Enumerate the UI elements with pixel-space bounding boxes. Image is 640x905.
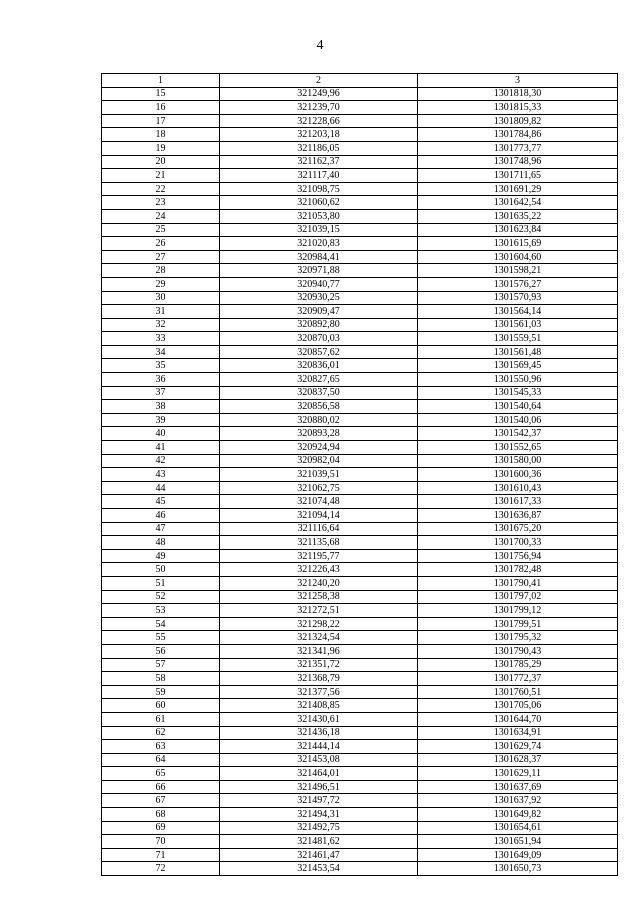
x-coordinate-cell: 320909,47: [220, 305, 418, 319]
point-number-cell: 51: [102, 576, 220, 590]
y-coordinate-cell: 1301785,29: [418, 658, 618, 672]
point-number-cell: 33: [102, 332, 220, 346]
table-row: [102, 481, 618, 495]
x-coordinate-cell: 321368,79: [220, 672, 418, 686]
y-coordinate-cell: 1301564,14: [418, 305, 618, 319]
x-coordinate-cell: 321162,37: [220, 155, 418, 169]
point-number-cell: 37: [102, 386, 220, 400]
point-number-cell: 55: [102, 631, 220, 645]
x-coordinate-cell: 321060,62: [220, 196, 418, 210]
point-number-cell: 36: [102, 373, 220, 387]
x-coordinate-cell: 321492,75: [220, 821, 418, 835]
x-coordinate-cell: 320837,50: [220, 386, 418, 400]
point-number-cell: 34: [102, 345, 220, 359]
y-coordinate-cell: 1301691,29: [418, 182, 618, 196]
x-coordinate-cell: 321461,47: [220, 848, 418, 862]
y-coordinate-cell: 1301675,20: [418, 522, 618, 536]
x-coordinate-cell: 320982,04: [220, 454, 418, 468]
x-coordinate-cell: 321117,40: [220, 169, 418, 183]
table-row: [102, 182, 618, 196]
y-coordinate-cell: 1301628,37: [418, 753, 618, 767]
x-coordinate-cell: 321464,01: [220, 767, 418, 781]
table-body: [102, 87, 618, 875]
table-row: [102, 726, 618, 740]
table-row: [102, 345, 618, 359]
x-coordinate-cell: 320984,41: [220, 250, 418, 264]
x-coordinate-cell: 321240,20: [220, 576, 418, 590]
point-number-cell: 57: [102, 658, 220, 672]
x-coordinate-cell: 320870,03: [220, 332, 418, 346]
x-coordinate-cell: 321453,08: [220, 753, 418, 767]
x-coordinate-cell: 321496,51: [220, 780, 418, 794]
y-coordinate-cell: 1301782,48: [418, 563, 618, 577]
x-coordinate-cell: 320857,62: [220, 345, 418, 359]
x-coordinate-cell: 321098,75: [220, 182, 418, 196]
y-coordinate-cell: 1301550,96: [418, 373, 618, 387]
y-coordinate-cell: 1301809,82: [418, 114, 618, 128]
point-number-cell: 68: [102, 808, 220, 822]
table-row: [102, 617, 618, 631]
x-coordinate-cell: 321272,51: [220, 604, 418, 618]
y-coordinate-cell: 1301637,69: [418, 780, 618, 794]
y-coordinate-cell: 1301629,11: [418, 767, 618, 781]
point-number-cell: 67: [102, 794, 220, 808]
y-coordinate-cell: 1301634,91: [418, 726, 618, 740]
point-number-cell: 31: [102, 305, 220, 319]
y-coordinate-cell: 1301700,33: [418, 536, 618, 550]
x-coordinate-cell: 320880,02: [220, 413, 418, 427]
y-coordinate-cell: 1301604,60: [418, 250, 618, 264]
point-number-cell: 54: [102, 617, 220, 631]
y-coordinate-cell: 1301760,51: [418, 685, 618, 699]
x-coordinate-cell: 321186,05: [220, 141, 418, 155]
table-row: [102, 835, 618, 849]
table-row: [102, 413, 618, 427]
point-number-cell: 43: [102, 468, 220, 482]
point-number-cell: 25: [102, 223, 220, 237]
point-number-cell: 18: [102, 128, 220, 142]
table-row: [102, 536, 618, 550]
x-coordinate-cell: 321436,18: [220, 726, 418, 740]
table-row: [102, 87, 618, 101]
x-coordinate-cell: 321020,83: [220, 237, 418, 251]
table-row: [102, 114, 618, 128]
x-coordinate-cell: 321249,96: [220, 87, 418, 101]
x-coordinate-cell: 321324,54: [220, 631, 418, 645]
y-coordinate-cell: 1301615,69: [418, 237, 618, 251]
point-number-cell: 15: [102, 87, 220, 101]
y-coordinate-cell: 1301815,33: [418, 101, 618, 115]
y-coordinate-cell: 1301649,09: [418, 848, 618, 862]
table-row: [102, 821, 618, 835]
x-coordinate-cell: 320893,28: [220, 427, 418, 441]
table-row: [102, 780, 618, 794]
point-number-cell: 59: [102, 685, 220, 699]
y-coordinate-cell: 1301642,54: [418, 196, 618, 210]
y-coordinate-cell: 1301748,96: [418, 155, 618, 169]
y-coordinate-cell: 1301799,12: [418, 604, 618, 618]
y-coordinate-cell: 1301799,51: [418, 617, 618, 631]
point-number-cell: 50: [102, 563, 220, 577]
y-coordinate-cell: 1301561,48: [418, 345, 618, 359]
table-row: [102, 305, 618, 319]
y-coordinate-cell: 1301617,33: [418, 495, 618, 509]
table-row: [102, 223, 618, 237]
x-coordinate-cell: 321039,51: [220, 468, 418, 482]
y-coordinate-cell: 1301797,02: [418, 590, 618, 604]
x-coordinate-cell: 320930,25: [220, 291, 418, 305]
table-row: [102, 794, 618, 808]
column-header-2: 2: [220, 74, 418, 88]
y-coordinate-cell: 1301650,73: [418, 862, 618, 876]
page-number: 4: [316, 38, 324, 53]
y-coordinate-cell: 1301542,37: [418, 427, 618, 441]
x-coordinate-cell: 321094,14: [220, 509, 418, 523]
table-row: [102, 128, 618, 142]
point-number-cell: 26: [102, 237, 220, 251]
point-number-cell: 40: [102, 427, 220, 441]
x-coordinate-cell: 321444,14: [220, 740, 418, 754]
x-coordinate-cell: 321074,48: [220, 495, 418, 509]
point-number-cell: 39: [102, 413, 220, 427]
y-coordinate-cell: 1301790,43: [418, 644, 618, 658]
x-coordinate-cell: 320924,94: [220, 441, 418, 455]
y-coordinate-cell: 1301545,33: [418, 386, 618, 400]
point-number-cell: 28: [102, 264, 220, 278]
x-coordinate-cell: 321430,61: [220, 712, 418, 726]
x-coordinate-cell: 321135,68: [220, 536, 418, 550]
x-coordinate-cell: 321298,22: [220, 617, 418, 631]
y-coordinate-cell: 1301561,03: [418, 318, 618, 332]
y-coordinate-cell: 1301818,30: [418, 87, 618, 101]
point-number-cell: 49: [102, 549, 220, 563]
point-number-cell: 62: [102, 726, 220, 740]
table-row: [102, 468, 618, 482]
column-header-1: 1: [102, 74, 220, 88]
table-row: [102, 169, 618, 183]
table-row: [102, 576, 618, 590]
y-coordinate-cell: 1301580,00: [418, 454, 618, 468]
table-row: [102, 753, 618, 767]
point-number-cell: 64: [102, 753, 220, 767]
table-row: [102, 141, 618, 155]
x-coordinate-cell: 320940,77: [220, 277, 418, 291]
column-header-3: 3: [418, 74, 618, 88]
table-row: [102, 155, 618, 169]
y-coordinate-cell: 1301795,32: [418, 631, 618, 645]
table-row: [102, 250, 618, 264]
point-number-cell: 48: [102, 536, 220, 550]
point-number-cell: 65: [102, 767, 220, 781]
table-row: [102, 522, 618, 536]
y-coordinate-cell: 1301772,37: [418, 672, 618, 686]
x-coordinate-cell: 321203,18: [220, 128, 418, 142]
table-row: [102, 441, 618, 455]
y-coordinate-cell: 1301637,92: [418, 794, 618, 808]
table-row: [102, 196, 618, 210]
y-coordinate-cell: 1301756,94: [418, 549, 618, 563]
table-row: [102, 264, 618, 278]
y-coordinate-cell: 1301644,70: [418, 712, 618, 726]
x-coordinate-cell: 321377,56: [220, 685, 418, 699]
x-coordinate-cell: 321226,43: [220, 563, 418, 577]
table-row: [102, 699, 618, 713]
table-row: [102, 101, 618, 115]
y-coordinate-cell: 1301773,77: [418, 141, 618, 155]
point-number-cell: 66: [102, 780, 220, 794]
x-coordinate-cell: 321408,85: [220, 699, 418, 713]
point-number-cell: 58: [102, 672, 220, 686]
y-coordinate-cell: 1301790,41: [418, 576, 618, 590]
point-number-cell: 47: [102, 522, 220, 536]
table-row: [102, 332, 618, 346]
y-coordinate-cell: 1301635,22: [418, 209, 618, 223]
point-number-cell: 35: [102, 359, 220, 373]
table-row: [102, 862, 618, 876]
y-coordinate-cell: 1301651,94: [418, 835, 618, 849]
x-coordinate-cell: 321062,75: [220, 481, 418, 495]
point-number-cell: 56: [102, 644, 220, 658]
x-coordinate-cell: 321481,62: [220, 835, 418, 849]
point-number-cell: 19: [102, 141, 220, 155]
y-coordinate-cell: 1301570,93: [418, 291, 618, 305]
table-row: [102, 740, 618, 754]
x-coordinate-cell: 321239,70: [220, 101, 418, 115]
table-row: [102, 808, 618, 822]
y-coordinate-cell: 1301636,87: [418, 509, 618, 523]
y-coordinate-cell: 1301600,36: [418, 468, 618, 482]
x-coordinate-cell: 321341,96: [220, 644, 418, 658]
y-coordinate-cell: 1301784,86: [418, 128, 618, 142]
table-row: [102, 373, 618, 387]
y-coordinate-cell: 1301540,64: [418, 400, 618, 414]
table-row: [102, 631, 618, 645]
table-row: [102, 318, 618, 332]
point-number-cell: 63: [102, 740, 220, 754]
x-coordinate-cell: 321039,15: [220, 223, 418, 237]
point-number-cell: 60: [102, 699, 220, 713]
point-number-cell: 21: [102, 169, 220, 183]
y-coordinate-cell: 1301540,06: [418, 413, 618, 427]
point-number-cell: 20: [102, 155, 220, 169]
point-number-cell: 22: [102, 182, 220, 196]
x-coordinate-cell: 321258,38: [220, 590, 418, 604]
x-coordinate-cell: 321494,31: [220, 808, 418, 822]
y-coordinate-cell: 1301711,65: [418, 169, 618, 183]
y-coordinate-cell: 1301576,27: [418, 277, 618, 291]
point-number-cell: 61: [102, 712, 220, 726]
table-row: [102, 359, 618, 373]
y-coordinate-cell: 1301559,51: [418, 332, 618, 346]
point-number-cell: 70: [102, 835, 220, 849]
y-coordinate-cell: 1301654,61: [418, 821, 618, 835]
y-coordinate-cell: 1301623,84: [418, 223, 618, 237]
x-coordinate-cell: 321116,64: [220, 522, 418, 536]
y-coordinate-cell: 1301552,65: [418, 441, 618, 455]
table-row: [102, 400, 618, 414]
y-coordinate-cell: 1301598,21: [418, 264, 618, 278]
y-coordinate-cell: 1301629,74: [418, 740, 618, 754]
y-coordinate-cell: 1301649,82: [418, 808, 618, 822]
x-coordinate-cell: 321228,66: [220, 114, 418, 128]
point-number-cell: 46: [102, 509, 220, 523]
point-number-cell: 53: [102, 604, 220, 618]
point-number-cell: 29: [102, 277, 220, 291]
x-coordinate-cell: 321053,80: [220, 209, 418, 223]
table-row: [102, 427, 618, 441]
point-number-cell: 23: [102, 196, 220, 210]
table-row: [102, 685, 618, 699]
table-row: [102, 237, 618, 251]
table-row: [102, 509, 618, 523]
table-row: [102, 672, 618, 686]
point-number-cell: 27: [102, 250, 220, 264]
point-number-cell: 44: [102, 481, 220, 495]
y-coordinate-cell: 1301705,06: [418, 699, 618, 713]
table-row: [102, 590, 618, 604]
table-row: [102, 549, 618, 563]
x-coordinate-cell: 320856,58: [220, 400, 418, 414]
table-row: [102, 644, 618, 658]
x-coordinate-cell: 321453,54: [220, 862, 418, 876]
point-number-cell: 71: [102, 848, 220, 862]
table-row: [102, 604, 618, 618]
table-row: [102, 291, 618, 305]
point-number-cell: 42: [102, 454, 220, 468]
table-row: [102, 209, 618, 223]
point-number-cell: 52: [102, 590, 220, 604]
y-coordinate-cell: 1301569,45: [418, 359, 618, 373]
table-row: [102, 658, 618, 672]
point-number-cell: 24: [102, 209, 220, 223]
table-header-row: [102, 74, 618, 88]
x-coordinate-cell: 320971,88: [220, 264, 418, 278]
point-number-cell: 32: [102, 318, 220, 332]
y-coordinate-cell: 1301610,43: [418, 481, 618, 495]
x-coordinate-cell: 320827,65: [220, 373, 418, 387]
x-coordinate-cell: 320836,01: [220, 359, 418, 373]
table-row: [102, 495, 618, 509]
table-row: [102, 454, 618, 468]
table-row: [102, 386, 618, 400]
table-row: [102, 848, 618, 862]
x-coordinate-cell: 320892,80: [220, 318, 418, 332]
point-number-cell: 69: [102, 821, 220, 835]
point-number-cell: 41: [102, 441, 220, 455]
table-row: [102, 277, 618, 291]
table-row: [102, 563, 618, 577]
point-number-cell: 38: [102, 400, 220, 414]
coordinates-table: [101, 73, 618, 876]
x-coordinate-cell: 321195,77: [220, 549, 418, 563]
point-number-cell: 17: [102, 114, 220, 128]
x-coordinate-cell: 321497,72: [220, 794, 418, 808]
point-number-cell: 16: [102, 101, 220, 115]
point-number-cell: 45: [102, 495, 220, 509]
point-number-cell: 30: [102, 291, 220, 305]
point-number-cell: 72: [102, 862, 220, 876]
x-coordinate-cell: 321351,72: [220, 658, 418, 672]
table-row: [102, 712, 618, 726]
table-row: [102, 767, 618, 781]
